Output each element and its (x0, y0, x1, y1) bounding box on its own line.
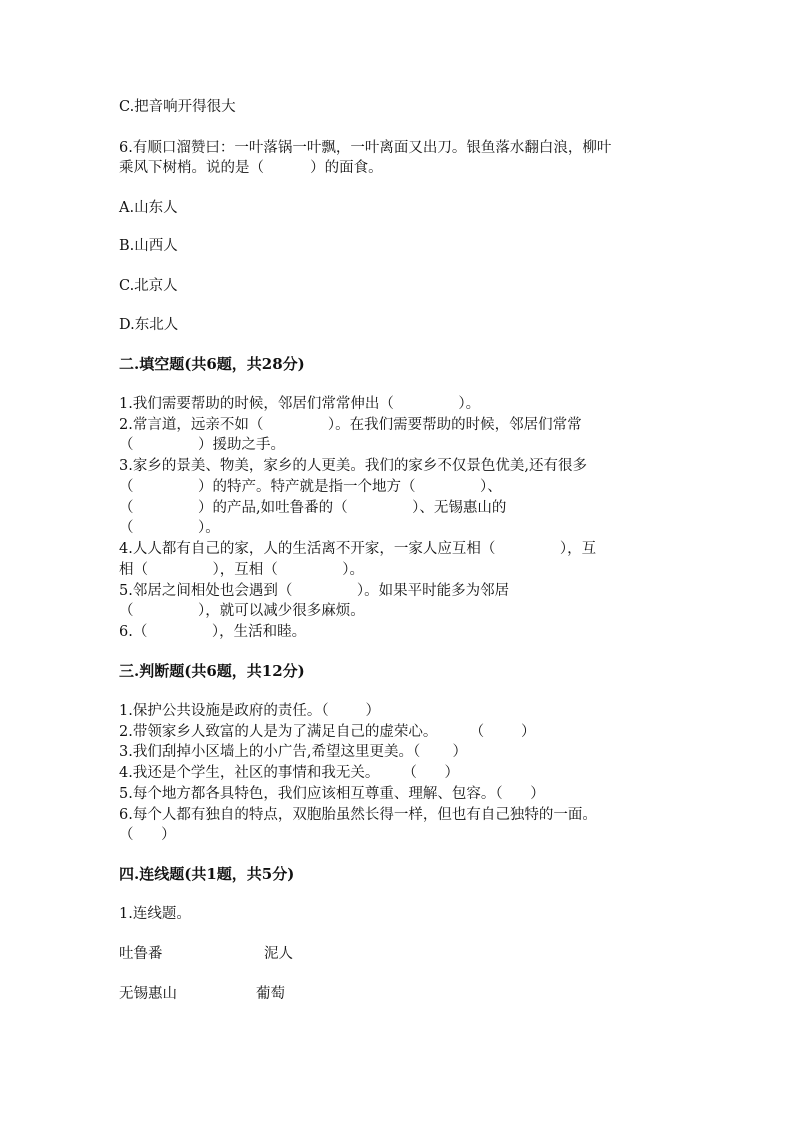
matching-left-item: 无锡惠山 (119, 986, 177, 1002)
matching-question: 1.连线题。 (119, 906, 191, 922)
fill-line: 3.家乡的景美、物美，家乡的人更美。我们的家乡不仅景色优美,还有很多 (119, 458, 587, 474)
q6-option-d: D.东北人 (119, 317, 179, 333)
judge-line: 2.带领家乡人致富的人是为了满足自己的虚荣心。 （ ） (119, 724, 536, 740)
fill-line: 2.常言道，远亲不如（ ）。在我们需要帮助的时候，邻居们常常 (119, 417, 582, 433)
judge-line: 3.我们刮掉小区墙上的小广告,希望这里更美。（ ） (119, 744, 467, 760)
q6-option-a: A.山东人 (119, 200, 178, 216)
matching-right-item: 葡萄 (256, 986, 285, 1002)
section-heading-matching: 四.连线题(共1题，共5分) (119, 865, 295, 883)
fill-line: 4.人人都有自己的家，人的生活离不开家，一家人应互相（ ），互 (119, 541, 597, 557)
section-heading-fill-blank: 二.填空题(共6题，共28分) (119, 355, 305, 373)
judge-line: 5.每个地方都各具特色，我们应该相互尊重、理解、包容。（ ） (119, 786, 545, 802)
fill-line: 1.我们需要帮助的时候，邻居们常常伸出（ ）。 (119, 396, 481, 412)
fill-line: （ ）的产品,如吐鲁番的（ ）、无锡惠山的 (119, 500, 507, 516)
q5-option-c: C.把音响开得很大 (119, 99, 236, 115)
fill-line: 5.邻居之间相处也会遇到（ ）。如果平时能多为邻居 (119, 583, 510, 599)
fill-line: （ ）。 (119, 520, 220, 536)
matching-right-item: 泥人 (264, 946, 293, 962)
matching-left-item: 吐鲁番 (119, 946, 163, 962)
fill-line: （ ）的特产。特产就是指一个地方（ ）、 (119, 479, 502, 495)
judge-line: 4.我还是个学生，社区的事情和我无关。 （ ） (119, 765, 460, 781)
fill-line: （ ）援助之手。 (119, 437, 286, 453)
judge-line: 1.保护公共设施是政府的责任。（ ） (119, 703, 380, 719)
q6-stem-line1: 6.有顺口溜赞曰：一叶落锅一叶飘，一叶离面又出刀。银鱼落水翻白浪，柳叶 (119, 140, 612, 156)
q6-stem-line2: 乘风下树梢。说的是（ ）的面食。 (119, 160, 383, 176)
section-heading-true-false: 三.判断题(共6题，共12分) (119, 662, 305, 680)
fill-line: （ ），就可以减少很多麻烦。 (119, 603, 365, 619)
fill-line: 6.（ ），生活和睦。 (119, 624, 307, 640)
q6-option-b: B.山西人 (119, 238, 178, 254)
fill-line: 相（ ），互相（ ）。 (119, 562, 365, 578)
judge-line: 6.每个人都有独自的特点，双胞胎虽然长得一样，但也有自己独特的一面。 (119, 807, 597, 823)
q6-option-c: C.北京人 (119, 278, 178, 294)
judge-line: （ ） (119, 827, 176, 843)
